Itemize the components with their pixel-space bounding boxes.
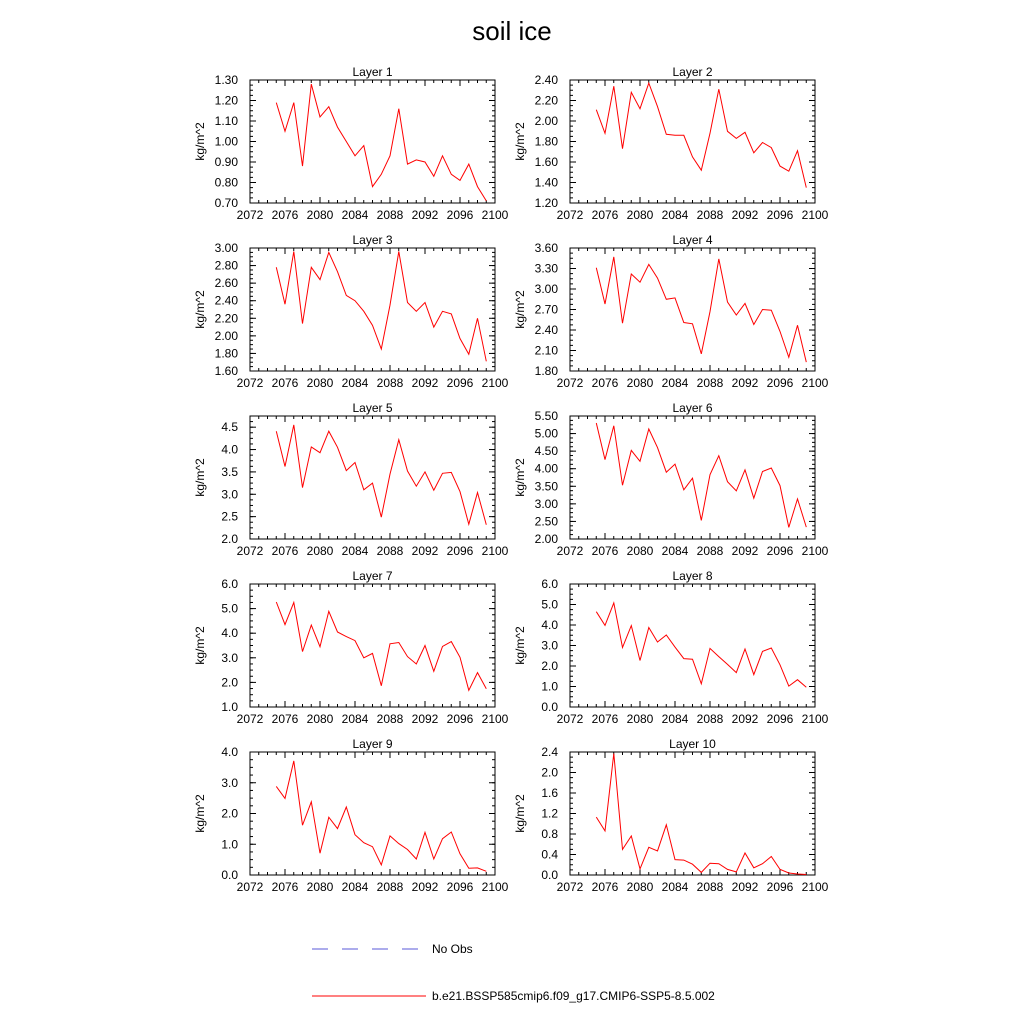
panel-title: Layer 3	[352, 233, 393, 247]
panel-layer-8	[513, 569, 829, 726]
x-tick-label: 2096	[446, 376, 474, 390]
series-line	[276, 84, 486, 201]
y-tick-label: 2.0	[541, 659, 558, 673]
panel-layer-1	[193, 65, 509, 222]
x-tick-label: 2080	[306, 880, 334, 894]
x-tick-label: 2080	[306, 712, 334, 726]
x-tick-label: 2076	[271, 544, 299, 558]
x-tick-label: 2088	[696, 544, 724, 558]
x-tick-label: 2072	[236, 544, 264, 558]
series-line	[596, 83, 806, 188]
x-tick-label: 2084	[661, 712, 689, 726]
series-line	[276, 602, 486, 690]
x-tick-label: 2084	[341, 376, 369, 390]
x-tick-label: 2080	[306, 376, 334, 390]
y-tick-label: 2.0	[221, 532, 238, 546]
legend-obs-label: No Obs	[432, 942, 473, 956]
y-tick-label: 0.70	[214, 196, 238, 210]
x-tick-label: 2072	[556, 544, 584, 558]
y-tick-label: 3.00	[214, 241, 238, 255]
y-axis-label: kg/m^2	[193, 458, 207, 497]
y-axis-label: kg/m^2	[193, 122, 207, 161]
y-tick-label: 6.0	[221, 577, 238, 591]
x-tick-label: 2092	[411, 544, 439, 558]
y-tick-label: 4.50	[534, 444, 558, 459]
y-tick-label: 5.50	[534, 409, 558, 423]
x-tick-label: 2084	[341, 880, 369, 894]
panel-layer-7	[193, 569, 509, 726]
y-tick-label: 2.0	[541, 765, 558, 780]
x-tick-label: 2092	[411, 712, 439, 726]
y-tick-label: 2.80	[214, 258, 238, 273]
y-tick-label: 3.50	[534, 479, 558, 494]
x-tick-label: 2088	[696, 880, 724, 894]
x-tick-label: 2072	[556, 712, 584, 726]
y-tick-label: 3.00	[534, 496, 558, 511]
y-tick-label: 2.0	[221, 675, 238, 690]
panel-title: Layer 7	[352, 569, 393, 583]
x-tick-label: 2076	[271, 880, 299, 894]
chart-panels	[193, 65, 829, 894]
y-tick-label: 0.8	[541, 827, 558, 841]
y-tick-label: 2.50	[534, 514, 558, 529]
y-tick-label: 1.0	[221, 700, 238, 714]
y-tick-label: 1.2	[541, 806, 558, 821]
series-line	[276, 425, 486, 525]
y-tick-label: 1.80	[534, 364, 558, 378]
y-tick-label: 1.80	[214, 346, 238, 361]
x-tick-label: 2100	[801, 544, 829, 558]
panel-title: Layer 1	[352, 65, 393, 79]
series-line	[276, 252, 486, 362]
y-tick-label: 1.30	[214, 73, 238, 87]
x-tick-label: 2072	[556, 208, 584, 222]
y-tick-label: 3.0	[221, 487, 238, 502]
y-tick-label: 1.60	[534, 155, 558, 169]
y-tick-label: 0.90	[214, 155, 238, 169]
x-tick-label: 2076	[271, 376, 299, 390]
x-tick-label: 2092	[411, 880, 439, 894]
x-tick-label: 2072	[556, 376, 584, 390]
x-tick-label: 2076	[271, 208, 299, 222]
y-tick-label: 1.20	[214, 93, 238, 108]
plot-frame	[250, 416, 495, 539]
plot-frame	[570, 584, 815, 707]
y-tick-label: 1.0	[221, 837, 238, 852]
x-tick-label: 2072	[556, 880, 584, 894]
y-axis-label: kg/m^2	[193, 626, 207, 665]
y-tick-label: 1.6	[541, 786, 558, 800]
panel-layer-6	[513, 401, 829, 558]
x-tick-label: 2088	[696, 712, 724, 726]
x-tick-label: 2080	[306, 208, 334, 222]
x-tick-label: 2084	[661, 208, 689, 222]
x-tick-label: 2084	[341, 544, 369, 558]
y-tick-label: 5.0	[221, 601, 238, 616]
y-tick-label: 2.70	[534, 302, 558, 317]
x-tick-label: 2088	[376, 376, 404, 390]
x-tick-label: 2084	[661, 376, 689, 390]
y-axis-label: kg/m^2	[513, 794, 527, 833]
y-tick-label: 3.0	[221, 775, 238, 790]
x-tick-label: 2100	[481, 208, 509, 222]
x-tick-label: 2076	[271, 712, 299, 726]
plot-frame	[250, 584, 495, 707]
x-tick-label: 2100	[801, 208, 829, 222]
y-tick-label: 2.20	[214, 311, 238, 326]
y-tick-label: 3.60	[534, 241, 558, 255]
y-axis-label: kg/m^2	[513, 122, 527, 161]
x-tick-label: 2096	[766, 376, 794, 390]
y-axis-label: kg/m^2	[193, 794, 207, 833]
x-tick-label: 2092	[731, 712, 759, 726]
x-tick-label: 2100	[801, 712, 829, 726]
x-tick-label: 2096	[446, 208, 474, 222]
y-tick-label: 1.10	[214, 114, 238, 128]
panel-title: Layer 4	[672, 233, 713, 247]
y-tick-label: 2.4	[541, 745, 558, 759]
x-tick-label: 2072	[236, 208, 264, 222]
y-tick-label: 1.20	[534, 196, 558, 210]
x-tick-label: 2100	[801, 880, 829, 894]
y-axis-label: kg/m^2	[513, 458, 527, 497]
y-axis-label: kg/m^2	[513, 626, 527, 665]
x-tick-label: 2088	[696, 208, 724, 222]
x-tick-label: 2096	[446, 712, 474, 726]
plot-frame	[570, 80, 815, 203]
y-tick-label: 1.60	[214, 364, 238, 378]
y-tick-label: 2.40	[534, 73, 558, 87]
x-tick-label: 2076	[591, 544, 619, 558]
x-tick-label: 2072	[236, 880, 264, 894]
y-tick-label: 0.0	[221, 868, 238, 882]
y-tick-label: 0.0	[541, 700, 558, 714]
x-tick-label: 2092	[411, 208, 439, 222]
y-tick-label: 2.00	[534, 532, 558, 546]
x-tick-label: 2088	[696, 376, 724, 390]
x-tick-label: 2076	[591, 880, 619, 894]
y-tick-label: 1.80	[534, 134, 558, 149]
y-axis-label: kg/m^2	[193, 290, 207, 329]
panel-title: Layer 6	[672, 401, 713, 415]
x-tick-label: 2084	[341, 208, 369, 222]
x-tick-label: 2088	[376, 880, 404, 894]
x-tick-label: 2096	[446, 544, 474, 558]
y-tick-label: 3.0	[541, 638, 558, 653]
series-line	[276, 761, 486, 871]
chart-main-title: soil ice	[472, 16, 552, 46]
x-tick-label: 2080	[626, 376, 654, 390]
y-tick-label: 4.0	[221, 442, 238, 457]
x-tick-label: 2092	[731, 544, 759, 558]
y-tick-label: 1.0	[541, 679, 558, 694]
x-tick-label: 2100	[481, 880, 509, 894]
panel-title: Layer 10	[669, 737, 716, 751]
y-tick-label: 2.20	[534, 93, 558, 108]
series-line	[596, 603, 806, 687]
x-tick-label: 2080	[626, 208, 654, 222]
panel-layer-3	[193, 233, 509, 390]
y-tick-label: 3.00	[534, 282, 558, 296]
x-tick-label: 2076	[591, 208, 619, 222]
panel-title: Layer 2	[672, 65, 713, 79]
y-tick-label: 2.00	[214, 328, 238, 343]
y-tick-label: 4.5	[221, 420, 238, 435]
panel-layer-9	[193, 737, 509, 894]
x-tick-label: 2100	[801, 376, 829, 390]
y-tick-label: 3.0	[221, 650, 238, 665]
legend-model-label: b.e21.BSSP585cmip6.f09_g17.CMIP6-SSP5-8.5.002	[432, 989, 715, 1003]
plot-frame	[250, 752, 495, 875]
x-tick-label: 2100	[481, 544, 509, 558]
y-tick-label: 2.5	[221, 509, 238, 524]
y-tick-label: 3.5	[221, 464, 238, 479]
plot-frame	[250, 248, 495, 371]
panel-layer-5	[193, 401, 509, 558]
series-line	[596, 423, 806, 527]
y-tick-label: 3.30	[534, 261, 558, 276]
panel-title: Layer 5	[352, 401, 393, 415]
x-tick-label: 2096	[766, 880, 794, 894]
y-axis-label: kg/m^2	[513, 290, 527, 329]
y-tick-label: 0.0	[541, 868, 558, 882]
chart-legend	[312, 942, 715, 1003]
x-tick-label: 2096	[766, 208, 794, 222]
y-tick-label: 5.0	[541, 597, 558, 612]
panel-layer-2	[513, 65, 829, 222]
panel-layer-4	[513, 233, 829, 390]
x-tick-label: 2076	[591, 376, 619, 390]
x-tick-label: 2092	[731, 208, 759, 222]
x-tick-label: 2084	[661, 880, 689, 894]
y-tick-label: 4.0	[541, 618, 558, 632]
y-tick-label: 2.40	[534, 323, 558, 337]
series-line	[596, 257, 806, 362]
series-line	[596, 754, 806, 875]
y-tick-label: 2.0	[221, 806, 238, 821]
x-tick-label: 2072	[236, 712, 264, 726]
x-tick-label: 2092	[731, 376, 759, 390]
x-tick-label: 2096	[446, 880, 474, 894]
y-tick-label: 1.40	[534, 175, 558, 190]
x-tick-label: 2096	[766, 712, 794, 726]
plot-frame	[570, 248, 815, 371]
y-tick-label: 5.00	[534, 426, 558, 441]
x-tick-label: 2092	[411, 376, 439, 390]
x-tick-label: 2084	[661, 544, 689, 558]
x-tick-label: 2080	[626, 544, 654, 558]
y-tick-label: 2.10	[534, 343, 558, 358]
x-tick-label: 2072	[236, 376, 264, 390]
y-tick-label: 0.80	[214, 175, 238, 190]
x-tick-label: 2100	[481, 712, 509, 726]
x-tick-label: 2088	[376, 208, 404, 222]
x-tick-label: 2092	[731, 880, 759, 894]
y-tick-label: 4.00	[534, 461, 558, 476]
y-tick-label: 4.0	[221, 745, 238, 759]
panel-layer-10	[513, 737, 829, 894]
x-tick-label: 2088	[376, 712, 404, 726]
y-tick-label: 6.0	[541, 577, 558, 591]
x-tick-label: 2084	[341, 712, 369, 726]
y-tick-label: 2.00	[534, 114, 558, 128]
x-tick-label: 2088	[376, 544, 404, 558]
x-tick-label: 2076	[591, 712, 619, 726]
panel-title: Layer 9	[352, 737, 393, 751]
x-tick-label: 2080	[306, 544, 334, 558]
y-tick-label: 1.00	[214, 134, 238, 149]
panel-title: Layer 8	[672, 569, 713, 583]
x-tick-label: 2096	[766, 544, 794, 558]
y-tick-label: 4.0	[221, 626, 238, 641]
x-tick-label: 2080	[626, 712, 654, 726]
y-tick-label: 2.60	[214, 276, 238, 291]
y-tick-label: 0.4	[541, 847, 558, 862]
x-tick-label: 2100	[481, 376, 509, 390]
x-tick-label: 2080	[626, 880, 654, 894]
y-tick-label: 2.40	[214, 293, 238, 308]
